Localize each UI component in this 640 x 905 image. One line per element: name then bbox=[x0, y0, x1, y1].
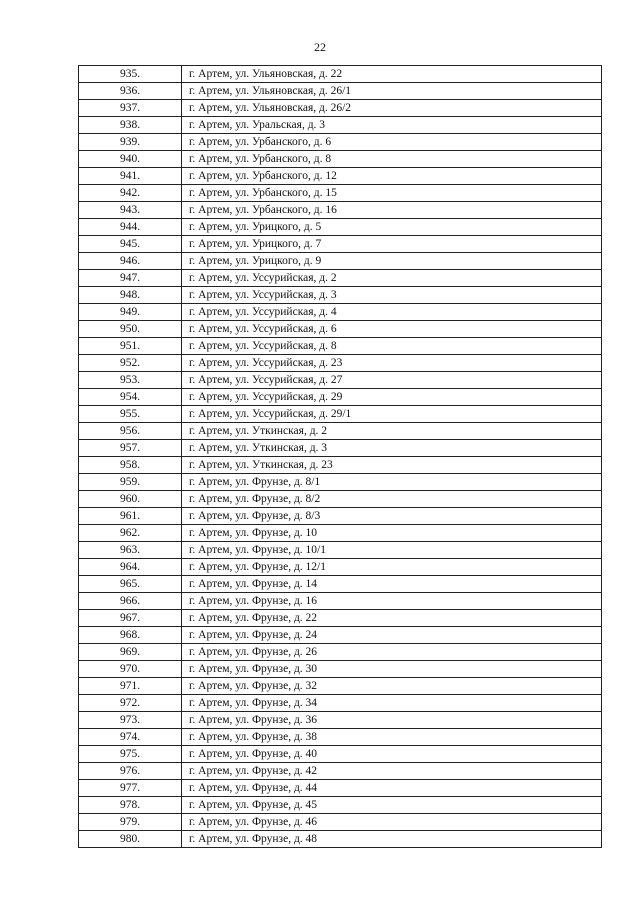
row-number: 952. bbox=[79, 355, 182, 372]
row-number: 979. bbox=[79, 814, 182, 831]
table-row bbox=[79, 304, 602, 321]
row-address: г. Артем, ул. Фрунзе, д. 32 bbox=[182, 678, 602, 695]
page-number: 22 bbox=[314, 40, 326, 54]
table-row bbox=[79, 253, 602, 270]
table-row bbox=[79, 695, 602, 712]
address-table bbox=[78, 65, 602, 848]
row-address: г. Артем, ул. Уральская, д. 3 bbox=[182, 117, 602, 134]
row-address: г. Артем, ул. Фрунзе, д. 38 bbox=[182, 729, 602, 746]
row-number: 950. bbox=[79, 321, 182, 338]
row-address: г. Артем, ул. Фрунзе, д. 48 bbox=[182, 831, 602, 848]
row-address: г. Артем, ул. Фрунзе, д. 10/1 bbox=[182, 542, 602, 559]
table-row bbox=[79, 712, 602, 729]
row-number: 949. bbox=[79, 304, 182, 321]
address-table-body bbox=[79, 66, 602, 848]
row-address: г. Артем, ул. Фрунзе, д. 40 bbox=[182, 746, 602, 763]
row-address: г. Артем, ул. Фрунзе, д. 8/3 bbox=[182, 508, 602, 525]
row-number: 967. bbox=[79, 610, 182, 627]
row-number: 980. bbox=[79, 831, 182, 848]
row-address: г. Артем, ул. Урбанского, д. 15 bbox=[182, 185, 602, 202]
table-row bbox=[79, 508, 602, 525]
row-address: г. Артем, ул. Урбанского, д. 12 bbox=[182, 168, 602, 185]
row-address: г. Артем, ул. Ульяновская, д. 26/2 bbox=[182, 100, 602, 117]
row-address: г. Артем, ул. Фрунзе, д. 12/1 bbox=[182, 559, 602, 576]
row-number: 943. bbox=[79, 202, 182, 219]
row-address: г. Артем, ул. Фрунзе, д. 10 bbox=[182, 525, 602, 542]
row-number: 948. bbox=[79, 287, 182, 304]
row-number: 957. bbox=[79, 440, 182, 457]
row-address: г. Артем, ул. Уссурийская, д. 29 bbox=[182, 389, 602, 406]
row-address: г. Артем, ул. Уссурийская, д. 27 bbox=[182, 372, 602, 389]
table-row bbox=[79, 593, 602, 610]
row-address: г. Артем, ул. Уссурийская, д. 6 bbox=[182, 321, 602, 338]
table-row bbox=[79, 831, 602, 848]
table-row bbox=[79, 219, 602, 236]
row-address: г. Артем, ул. Фрунзе, д. 24 bbox=[182, 627, 602, 644]
row-address: г. Артем, ул. Фрунзе, д. 26 bbox=[182, 644, 602, 661]
row-address: г. Артем, ул. Ульяновская, д. 26/1 bbox=[182, 83, 602, 100]
table-row bbox=[79, 100, 602, 117]
row-address: г. Артем, ул. Фрунзе, д. 8/1 bbox=[182, 474, 602, 491]
row-number: 960. bbox=[79, 491, 182, 508]
row-number: 951. bbox=[79, 338, 182, 355]
row-number: 964. bbox=[79, 559, 182, 576]
table-row bbox=[79, 83, 602, 100]
table-row bbox=[79, 474, 602, 491]
row-address: г. Артем, ул. Фрунзе, д. 22 bbox=[182, 610, 602, 627]
row-number: 977. bbox=[79, 780, 182, 797]
row-number: 968. bbox=[79, 627, 182, 644]
row-number: 959. bbox=[79, 474, 182, 491]
row-address: г. Артем, ул. Урицкого, д. 5 bbox=[182, 219, 602, 236]
table-row bbox=[79, 797, 602, 814]
table-row bbox=[79, 525, 602, 542]
table-row bbox=[79, 542, 602, 559]
row-address: г. Артем, ул. Уткинская, д. 2 bbox=[182, 423, 602, 440]
row-address: г. Артем, ул. Фрунзе, д. 14 bbox=[182, 576, 602, 593]
row-address: г. Артем, ул. Уссурийская, д. 4 bbox=[182, 304, 602, 321]
row-number: 935. bbox=[79, 66, 182, 83]
row-number: 975. bbox=[79, 746, 182, 763]
table-row bbox=[79, 746, 602, 763]
row-address: г. Артем, ул. Фрунзе, д. 44 bbox=[182, 780, 602, 797]
table-row bbox=[79, 236, 602, 253]
table-row bbox=[79, 440, 602, 457]
row-number: 947. bbox=[79, 270, 182, 287]
row-number: 938. bbox=[79, 117, 182, 134]
row-number: 976. bbox=[79, 763, 182, 780]
row-address: г. Артем, ул. Фрунзе, д. 16 bbox=[182, 593, 602, 610]
table-row bbox=[79, 185, 602, 202]
row-address: г. Артем, ул. Фрунзе, д. 36 bbox=[182, 712, 602, 729]
row-number: 945. bbox=[79, 236, 182, 253]
table-row bbox=[79, 151, 602, 168]
table-row bbox=[79, 780, 602, 797]
row-address: г. Артем, ул. Урицкого, д. 7 bbox=[182, 236, 602, 253]
row-address: г. Артем, ул. Урицкого, д. 9 bbox=[182, 253, 602, 270]
table-row bbox=[79, 423, 602, 440]
table-row bbox=[79, 168, 602, 185]
row-address: г. Артем, ул. Урбанского, д. 16 bbox=[182, 202, 602, 219]
table-row bbox=[79, 338, 602, 355]
row-number: 961. bbox=[79, 508, 182, 525]
row-address: г. Артем, ул. Фрунзе, д. 30 bbox=[182, 661, 602, 678]
row-number: 958. bbox=[79, 457, 182, 474]
row-address: г. Артем, ул. Фрунзе, д. 46 bbox=[182, 814, 602, 831]
table-row bbox=[79, 406, 602, 423]
row-number: 965. bbox=[79, 576, 182, 593]
row-address: г. Артем, ул. Уссурийская, д. 23 bbox=[182, 355, 602, 372]
table-row bbox=[79, 457, 602, 474]
table-row bbox=[79, 117, 602, 134]
row-number: 946. bbox=[79, 253, 182, 270]
row-number: 942. bbox=[79, 185, 182, 202]
row-number: 953. bbox=[79, 372, 182, 389]
row-number: 963. bbox=[79, 542, 182, 559]
table-row bbox=[79, 287, 602, 304]
row-number: 971. bbox=[79, 678, 182, 695]
table-row bbox=[79, 559, 602, 576]
row-address: г. Артем, ул. Урбанского, д. 8 bbox=[182, 151, 602, 168]
row-number: 936. bbox=[79, 83, 182, 100]
row-number: 944. bbox=[79, 219, 182, 236]
row-address: г. Артем, ул. Фрунзе, д. 45 bbox=[182, 797, 602, 814]
row-number: 969. bbox=[79, 644, 182, 661]
table-row bbox=[79, 270, 602, 287]
table-row bbox=[79, 729, 602, 746]
table-row bbox=[79, 66, 602, 83]
row-address: г. Артем, ул. Уткинская, д. 23 bbox=[182, 457, 602, 474]
row-number: 940. bbox=[79, 151, 182, 168]
row-address: г. Артем, ул. Уссурийская, д. 29/1 bbox=[182, 406, 602, 423]
table-row bbox=[79, 389, 602, 406]
table-row bbox=[79, 134, 602, 151]
row-address: г. Артем, ул. Уссурийская, д. 3 bbox=[182, 287, 602, 304]
row-address: г. Артем, ул. Уссурийская, д. 2 bbox=[182, 270, 602, 287]
row-number: 978. bbox=[79, 797, 182, 814]
row-number: 954. bbox=[79, 389, 182, 406]
table-row bbox=[79, 576, 602, 593]
table-row bbox=[79, 763, 602, 780]
table-row bbox=[79, 678, 602, 695]
table-row bbox=[79, 814, 602, 831]
table-row bbox=[79, 372, 602, 389]
table-row bbox=[79, 202, 602, 219]
table-row bbox=[79, 355, 602, 372]
row-number: 941. bbox=[79, 168, 182, 185]
table-row bbox=[79, 661, 602, 678]
row-number: 937. bbox=[79, 100, 182, 117]
row-number: 974. bbox=[79, 729, 182, 746]
row-address: г. Артем, ул. Урбанского, д. 6 bbox=[182, 134, 602, 151]
row-number: 972. bbox=[79, 695, 182, 712]
row-number: 973. bbox=[79, 712, 182, 729]
row-number: 956. bbox=[79, 423, 182, 440]
row-number: 955. bbox=[79, 406, 182, 423]
table-row bbox=[79, 321, 602, 338]
row-address: г. Артем, ул. Фрунзе, д. 42 bbox=[182, 763, 602, 780]
row-address: г. Артем, ул. Фрунзе, д. 8/2 bbox=[182, 491, 602, 508]
row-address: г. Артем, ул. Уткинская, д. 3 bbox=[182, 440, 602, 457]
table-row bbox=[79, 627, 602, 644]
table-row bbox=[79, 491, 602, 508]
table-row bbox=[79, 644, 602, 661]
row-number: 970. bbox=[79, 661, 182, 678]
table-row bbox=[79, 610, 602, 627]
row-address: г. Артем, ул. Фрунзе, д. 34 bbox=[182, 695, 602, 712]
row-number: 966. bbox=[79, 593, 182, 610]
row-number: 939. bbox=[79, 134, 182, 151]
row-address: г. Артем, ул. Уссурийская, д. 8 bbox=[182, 338, 602, 355]
row-number: 962. bbox=[79, 525, 182, 542]
row-address: г. Артем, ул. Ульяновская, д. 22 bbox=[182, 66, 602, 83]
